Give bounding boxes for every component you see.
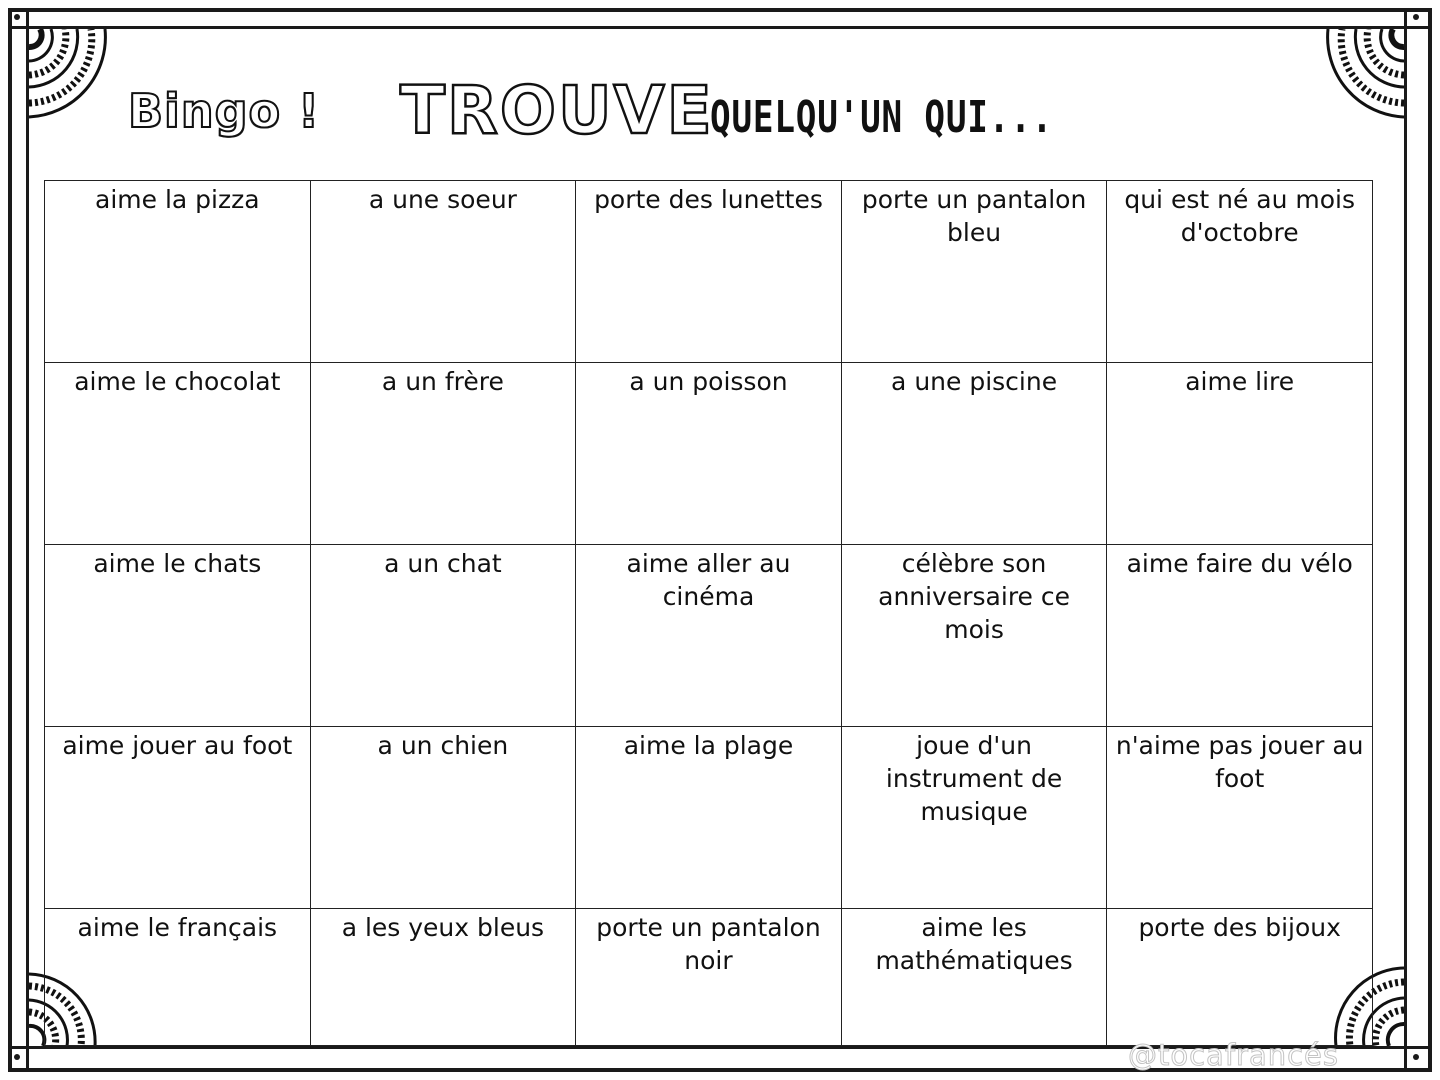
bingo-cell-text: porte un pantalon noir [596, 913, 821, 975]
title-quelqu-un-qui: QUELQU'UN QUI... [710, 92, 1054, 143]
bingo-cell [841, 545, 1107, 727]
bingo-cell-text: aime le chats [93, 549, 262, 578]
bingo-cell [45, 181, 311, 363]
bingo-cell-text: n'aime pas jouer au foot [1115, 731, 1364, 793]
title-row [0, 70, 1440, 150]
title-bingo: Bingo ! [128, 84, 321, 138]
grid-row [45, 363, 1373, 545]
watermark: @tocafrancés [1128, 1038, 1340, 1072]
bingo-cell [841, 181, 1107, 363]
bingo-cell-text: aime le chocolat [74, 367, 281, 396]
grid-row [45, 545, 1373, 727]
bingo-cell [310, 181, 576, 363]
bingo-cell-text: joue d'un instrument de musique [885, 731, 1063, 826]
bingo-cell [1107, 363, 1373, 545]
bingo-cell [1107, 181, 1373, 363]
bingo-cell-text: qui est né au mois d'octobre [1124, 185, 1356, 247]
bingo-cell [841, 909, 1107, 1046]
grid-row [45, 727, 1373, 909]
bingo-cell-text: aime faire du vélo [1126, 549, 1353, 578]
bingo-cell [576, 181, 842, 363]
bingo-cell-text: célèbre son anniversaire ce mois [878, 549, 1071, 644]
bingo-cell [576, 363, 842, 545]
grid-row [45, 909, 1373, 1046]
bingo-cell-text: aime la plage [623, 731, 794, 760]
bingo-cell-text: porte un pantalon bleu [861, 185, 1087, 247]
bingo-cell [45, 727, 311, 909]
bingo-cell [576, 545, 842, 727]
bingo-cell [1107, 909, 1373, 1046]
bingo-grid [44, 180, 1373, 1046]
bingo-cell [310, 363, 576, 545]
title-trouve: TROUVE [400, 72, 714, 149]
bingo-cell-text: a une soeur [368, 185, 517, 214]
bingo-cell [841, 363, 1107, 545]
bingo-cell-text: a un frère [381, 367, 504, 396]
bingo-cell [576, 727, 842, 909]
bingo-cell [1107, 727, 1373, 909]
bingo-cell [841, 727, 1107, 909]
bingo-cell-text: aime jouer au foot [62, 731, 293, 760]
bingo-cell [45, 909, 311, 1046]
bingo-cell [45, 545, 311, 727]
bingo-cell-text: a un poisson [629, 367, 788, 396]
bingo-cell-text: a les yeux bleus [341, 913, 545, 942]
bingo-cell-text: a un chat [384, 549, 502, 578]
bingo-cell-text: aime la pizza [95, 185, 260, 214]
bingo-cell [45, 363, 311, 545]
bingo-cell [310, 909, 576, 1046]
bingo-cell-text: aime lire [1185, 367, 1295, 396]
bingo-cell-text: porte des bijoux [1138, 913, 1341, 942]
grid-row [45, 181, 1373, 363]
bingo-cell [310, 545, 576, 727]
bingo-cell [1107, 545, 1373, 727]
bingo-cell-text: porte des lunettes [594, 185, 823, 214]
bingo-cell [310, 727, 576, 909]
bingo-cell-text: aime les mathématiques [875, 913, 1073, 975]
bingo-cell-text: a un chien [377, 731, 509, 760]
bingo-cell-text: a une piscine [891, 367, 1058, 396]
bingo-cell-text: aime aller au cinéma [626, 549, 791, 611]
bingo-cell-text: aime le français [77, 913, 278, 942]
bingo-cell [576, 909, 842, 1046]
